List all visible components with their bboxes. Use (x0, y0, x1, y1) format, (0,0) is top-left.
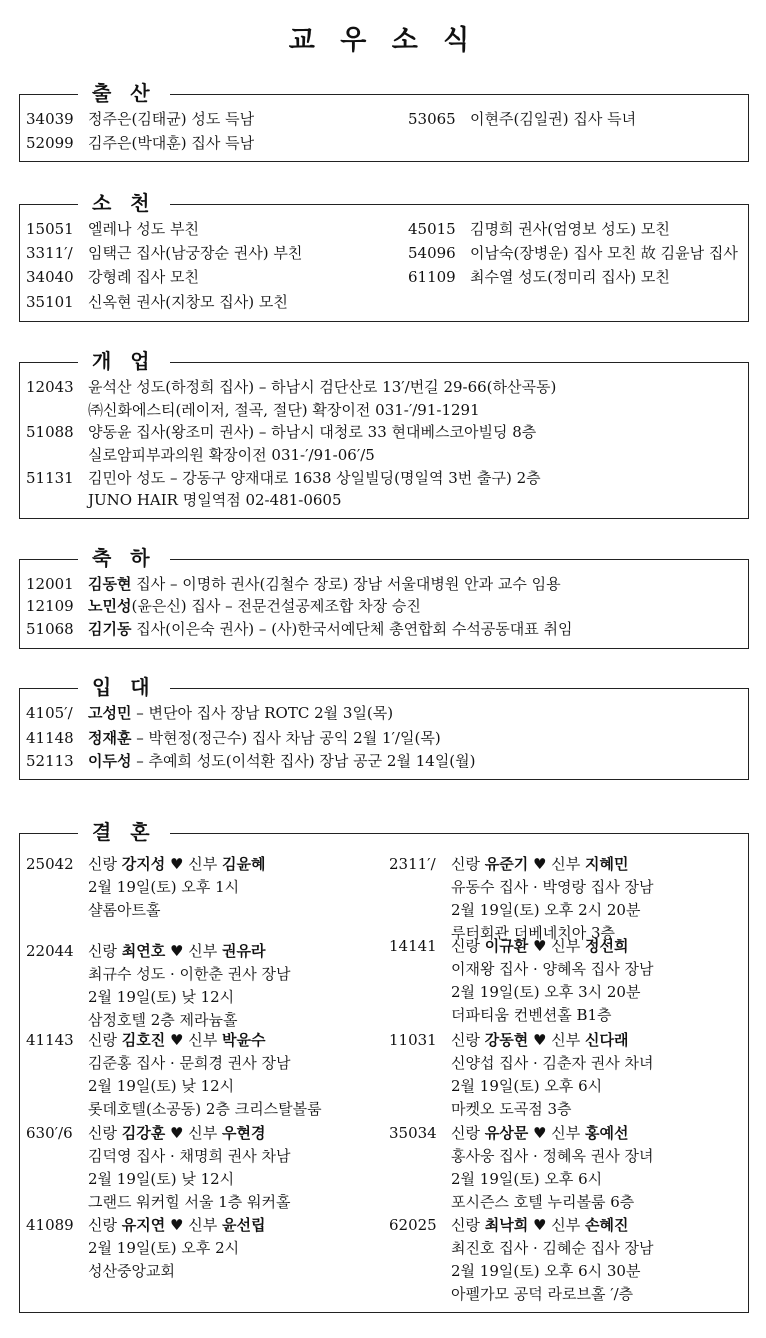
entry-text: 집사 – 이명하 권사(김철수 장로) 장남 서울대병원 안과 교수 임용 (131, 575, 561, 593)
groom-label: 신랑 (451, 1124, 485, 1142)
entry-text: 김주은(박대훈) 집사 득남 (88, 134, 255, 152)
bride-label: 신부 (546, 937, 585, 955)
member-code: 52113 (26, 752, 74, 770)
member-code: 53065 (408, 110, 456, 128)
groom-label: 신랑 (451, 1216, 485, 1234)
entry-text: 이남숙(장병운) 집사 모친 故 김윤남 집사 (470, 244, 738, 262)
groom-name: 최연호 (121, 942, 166, 960)
member-code: 12043 (26, 378, 74, 396)
heart-icon: ♥ (533, 937, 547, 955)
wedding-detail-line: 최규수 성도 · 이한춘 권사 장남 (88, 965, 291, 983)
bride-label: 신부 (183, 1216, 222, 1234)
entry-text: 집사(이은숙 권사) – (사)한국서예단체 총연합회 수석공동대표 취임 (131, 620, 573, 638)
wedding-detail-line: 아펠가모 공덕 라로브홀 ′/층 (451, 1285, 634, 1303)
wedding-details (451, 935, 654, 1027)
groom-name: 최낙희 (484, 1216, 529, 1234)
groom-name: 유준기 (484, 855, 529, 873)
member-code: 35034 (389, 1124, 437, 1142)
heart-icon: ♥ (170, 1124, 184, 1142)
member-name: 노민성 (88, 597, 132, 615)
bride-name: 홍예선 (585, 1124, 629, 1142)
wedding-detail-line: 샬롬아트홀 (88, 901, 161, 919)
entry-text: 김명희 권사(엄영보 성도) 모친 (470, 220, 670, 238)
couple-line (88, 1122, 291, 1145)
entry-text: 이현주(김일권) 집사 득녀 (470, 110, 637, 128)
groom-name: 강지성 (121, 855, 166, 873)
couple-line (88, 1029, 322, 1052)
groom-name: 김호진 (121, 1031, 166, 1049)
member-code: 630′/6 (26, 1124, 73, 1142)
wedding-detail-line: 홍사웅 집사 · 정혜옥 권사 장녀 (451, 1147, 654, 1165)
entry-text: 양동윤 집사(왕조미 권사) – 하남시 대청로 33 현대베스코아빌딩 8층 (88, 423, 537, 441)
groom-label: 신랑 (88, 942, 122, 960)
entry-text: 강형례 집사 모친 (88, 268, 199, 286)
couple-line (451, 1029, 654, 1052)
heart-icon: ♥ (533, 855, 547, 873)
couple-line (451, 1214, 654, 1237)
section-heading-enlist: 입 대 (78, 673, 170, 701)
bride-name: 윤선립 (222, 1216, 266, 1234)
wedding-details (88, 1029, 322, 1121)
bride-name: 김윤혜 (222, 855, 266, 873)
wedding-details (451, 1214, 654, 1306)
member-code: 54096 (408, 244, 456, 262)
section-enlist (19, 675, 749, 780)
heart-icon: ♥ (170, 1031, 184, 1049)
heart-icon: ♥ (533, 1124, 547, 1142)
heart-icon: ♥ (170, 1216, 184, 1234)
member-code: 2311′/ (389, 855, 436, 873)
section-birth (19, 81, 749, 162)
page-title: 교 우 소 식 (288, 25, 478, 56)
bride-label: 신부 (183, 1124, 222, 1142)
wedding-detail-line: 2월 19일(토) 오후 6시 (451, 1077, 603, 1095)
couple-line (88, 1214, 265, 1237)
wedding-detail-line: 2월 19일(토) 오후 3시 20분 (451, 983, 641, 1001)
bride-name: 신다래 (585, 1031, 629, 1049)
member-name: 김기동 (88, 620, 132, 638)
member-code: 22044 (26, 942, 74, 960)
wedding-detail-line: 2월 19일(토) 오후 2시 20분 (451, 901, 641, 919)
wedding-detail-line: 롯데호텔(소공동) 2층 크리스탈볼룸 (88, 1100, 322, 1118)
entry-text: 김민아 성도 – 강동구 양재대로 1638 상일빌딩(명일역 3번 출구) 2층 (88, 469, 541, 487)
section-opening (19, 349, 749, 519)
entry-text: (윤은신) 집사 – 전문건설공제조합 차장 승진 (131, 597, 421, 615)
member-code: 4105′/ (26, 704, 73, 722)
member-code: 41089 (26, 1216, 74, 1234)
bride-label: 신부 (183, 942, 222, 960)
wedding-detail-line: 루터회관 더베네치아 3층 (451, 924, 615, 942)
wedding-detail-line: 성산중앙교회 (88, 1262, 175, 1280)
entry-text: 최수열 성도(정미리 집사) 모친 (470, 268, 670, 286)
groom-label: 신랑 (451, 855, 485, 873)
bride-name: 정선희 (585, 937, 629, 955)
member-code: 34040 (26, 268, 74, 286)
member-code: 14141 (389, 937, 437, 955)
groom-name: 이규환 (484, 937, 529, 955)
member-name: 정재훈 (88, 729, 132, 747)
member-code: 41143 (26, 1031, 74, 1049)
groom-label: 신랑 (451, 1031, 485, 1049)
entry-text: 임택근 집사(남궁장순 권사) 부친 (88, 244, 303, 262)
member-code: 34039 (26, 110, 74, 128)
member-code: 3311′/ (26, 244, 73, 262)
entry-text: – 변단아 집사 장남 ROTC 2월 3일(목) (131, 704, 394, 722)
wedding-detail-line: 마켓오 도곡점 3층 (451, 1100, 572, 1118)
wedding-details (88, 853, 265, 922)
groom-name: 김강훈 (121, 1124, 166, 1142)
wedding-details (451, 1122, 654, 1214)
couple-line (88, 853, 265, 876)
groom-label: 신랑 (88, 1216, 122, 1234)
heart-icon: ♥ (533, 1216, 547, 1234)
entry-text: 윤석산 성도(하정희 집사) – 하남시 검단산로 13′/번길 29-66(하산곡동) (88, 378, 557, 396)
entry-text: 엘레나 성도 부친 (88, 220, 199, 238)
business-text: JUNO HAIR 명일역점 02-481-0605 (88, 491, 342, 509)
member-code: 12109 (26, 597, 74, 615)
section-heading-birth: 출 산 (78, 79, 170, 107)
bride-label: 신부 (546, 855, 585, 873)
member-code: 12001 (26, 575, 74, 593)
wedding-detail-line: 2월 19일(토) 오후 1시 (88, 878, 240, 896)
wedding-detail-line: 2월 19일(토) 오후 6시 (451, 1170, 603, 1188)
business-text: 실로암피부과의원 확장이전 031-′/91-06′/5 (88, 446, 375, 464)
groom-name: 유상문 (484, 1124, 529, 1142)
couple-line (451, 853, 654, 876)
member-code: 11031 (389, 1031, 437, 1049)
section-heading-wedding: 결 혼 (78, 818, 170, 846)
groom-name: 강동현 (484, 1031, 529, 1049)
bride-name: 우현경 (222, 1124, 266, 1142)
bride-name: 권유라 (222, 942, 266, 960)
member-code: 25042 (26, 855, 74, 873)
entry-text: 정주은(김태균) 성도 득남 (88, 110, 255, 128)
member-name: 김동현 (88, 575, 132, 593)
wedding-detail-line: 최진호 집사 · 김혜순 집사 장남 (451, 1239, 654, 1257)
member-code: 15051 (26, 220, 74, 238)
bride-label: 신부 (183, 855, 222, 873)
section-wedding (19, 820, 749, 1313)
bride-name: 지혜민 (585, 855, 629, 873)
bride-label: 신부 (546, 1216, 585, 1234)
bride-label: 신부 (546, 1031, 585, 1049)
wedding-details (451, 853, 654, 945)
bride-name: 박윤수 (222, 1031, 266, 1049)
wedding-details (451, 1029, 654, 1121)
member-code: 51088 (26, 423, 74, 441)
entry-text: 신옥현 권사(지창모 집사) 모친 (88, 293, 288, 311)
member-code: 51131 (26, 469, 74, 487)
groom-label: 신랑 (88, 855, 122, 873)
member-name: 고성민 (88, 704, 132, 722)
couple-line (88, 940, 291, 963)
wedding-detail-line: 2월 19일(토) 낮 12시 (88, 1077, 235, 1095)
wedding-details (88, 1122, 291, 1214)
wedding-detail-line: 그랜드 워커힐 서울 1층 워커홀 (88, 1193, 291, 1211)
groom-label: 신랑 (88, 1031, 122, 1049)
bride-label: 신부 (546, 1124, 585, 1142)
section-congrats (19, 546, 749, 649)
groom-label: 신랑 (451, 937, 485, 955)
wedding-detail-line: 더파티움 컨벤션홀 B1층 (451, 1006, 612, 1024)
wedding-detail-line: 2월 19일(토) 낮 12시 (88, 988, 235, 1006)
section-heading-congrats: 축 하 (78, 544, 170, 572)
groom-name: 유지연 (121, 1216, 166, 1234)
wedding-details (88, 1214, 265, 1283)
member-code: 61109 (408, 268, 456, 286)
wedding-detail-line: 2월 19일(토) 오후 6시 30분 (451, 1262, 641, 1280)
member-name: 이두성 (88, 752, 132, 770)
wedding-detail-line: 신양섭 집사 · 김춘자 권사 차녀 (451, 1054, 654, 1072)
bride-label: 신부 (183, 1031, 222, 1049)
wedding-details (88, 940, 291, 1032)
heart-icon: ♥ (170, 855, 184, 873)
bride-name: 손혜진 (585, 1216, 629, 1234)
section-death (19, 191, 749, 322)
wedding-detail-line: 유동수 집사 · 박영랑 집사 장남 (451, 878, 654, 896)
heart-icon: ♥ (533, 1031, 547, 1049)
member-code: 62025 (389, 1216, 437, 1234)
business-text: ㈜신화에스티(레이저, 절곡, 절단) 확장이전 031-′/91-1291 (88, 401, 480, 419)
wedding-detail-line: 이재왕 집사 · 양혜옥 집사 장남 (451, 960, 654, 978)
section-heading-opening: 개 업 (78, 347, 170, 375)
entry-text: – 추예희 성도(이석환 집사) 장남 공군 2월 14일(월) (131, 752, 476, 770)
member-code: 35101 (26, 293, 74, 311)
section-heading-death: 소 천 (78, 189, 170, 217)
wedding-detail-line: 2월 19일(토) 오후 2시 (88, 1239, 240, 1257)
wedding-detail-line: 김덕영 집사 · 채명희 권사 차남 (88, 1147, 291, 1165)
wedding-detail-line: 포시즌스 호텔 누리볼룸 6층 (451, 1193, 635, 1211)
member-code: 51068 (26, 620, 74, 638)
wedding-detail-line: 2월 19일(토) 낮 12시 (88, 1170, 235, 1188)
entry-text: – 박현정(정근수) 집사 차남 공익 2월 1′/일(목) (131, 729, 441, 747)
couple-line (451, 1122, 654, 1145)
member-code: 52099 (26, 134, 74, 152)
wedding-detail-line: 김준홍 집사 · 문희경 권사 장남 (88, 1054, 291, 1072)
heart-icon: ♥ (170, 942, 184, 960)
wedding-detail-line: 삼정호텔 2층 제라늄홀 (88, 1011, 238, 1029)
member-code: 45015 (408, 220, 456, 238)
member-code: 41148 (26, 729, 74, 747)
couple-line (451, 935, 654, 958)
groom-label: 신랑 (88, 1124, 122, 1142)
